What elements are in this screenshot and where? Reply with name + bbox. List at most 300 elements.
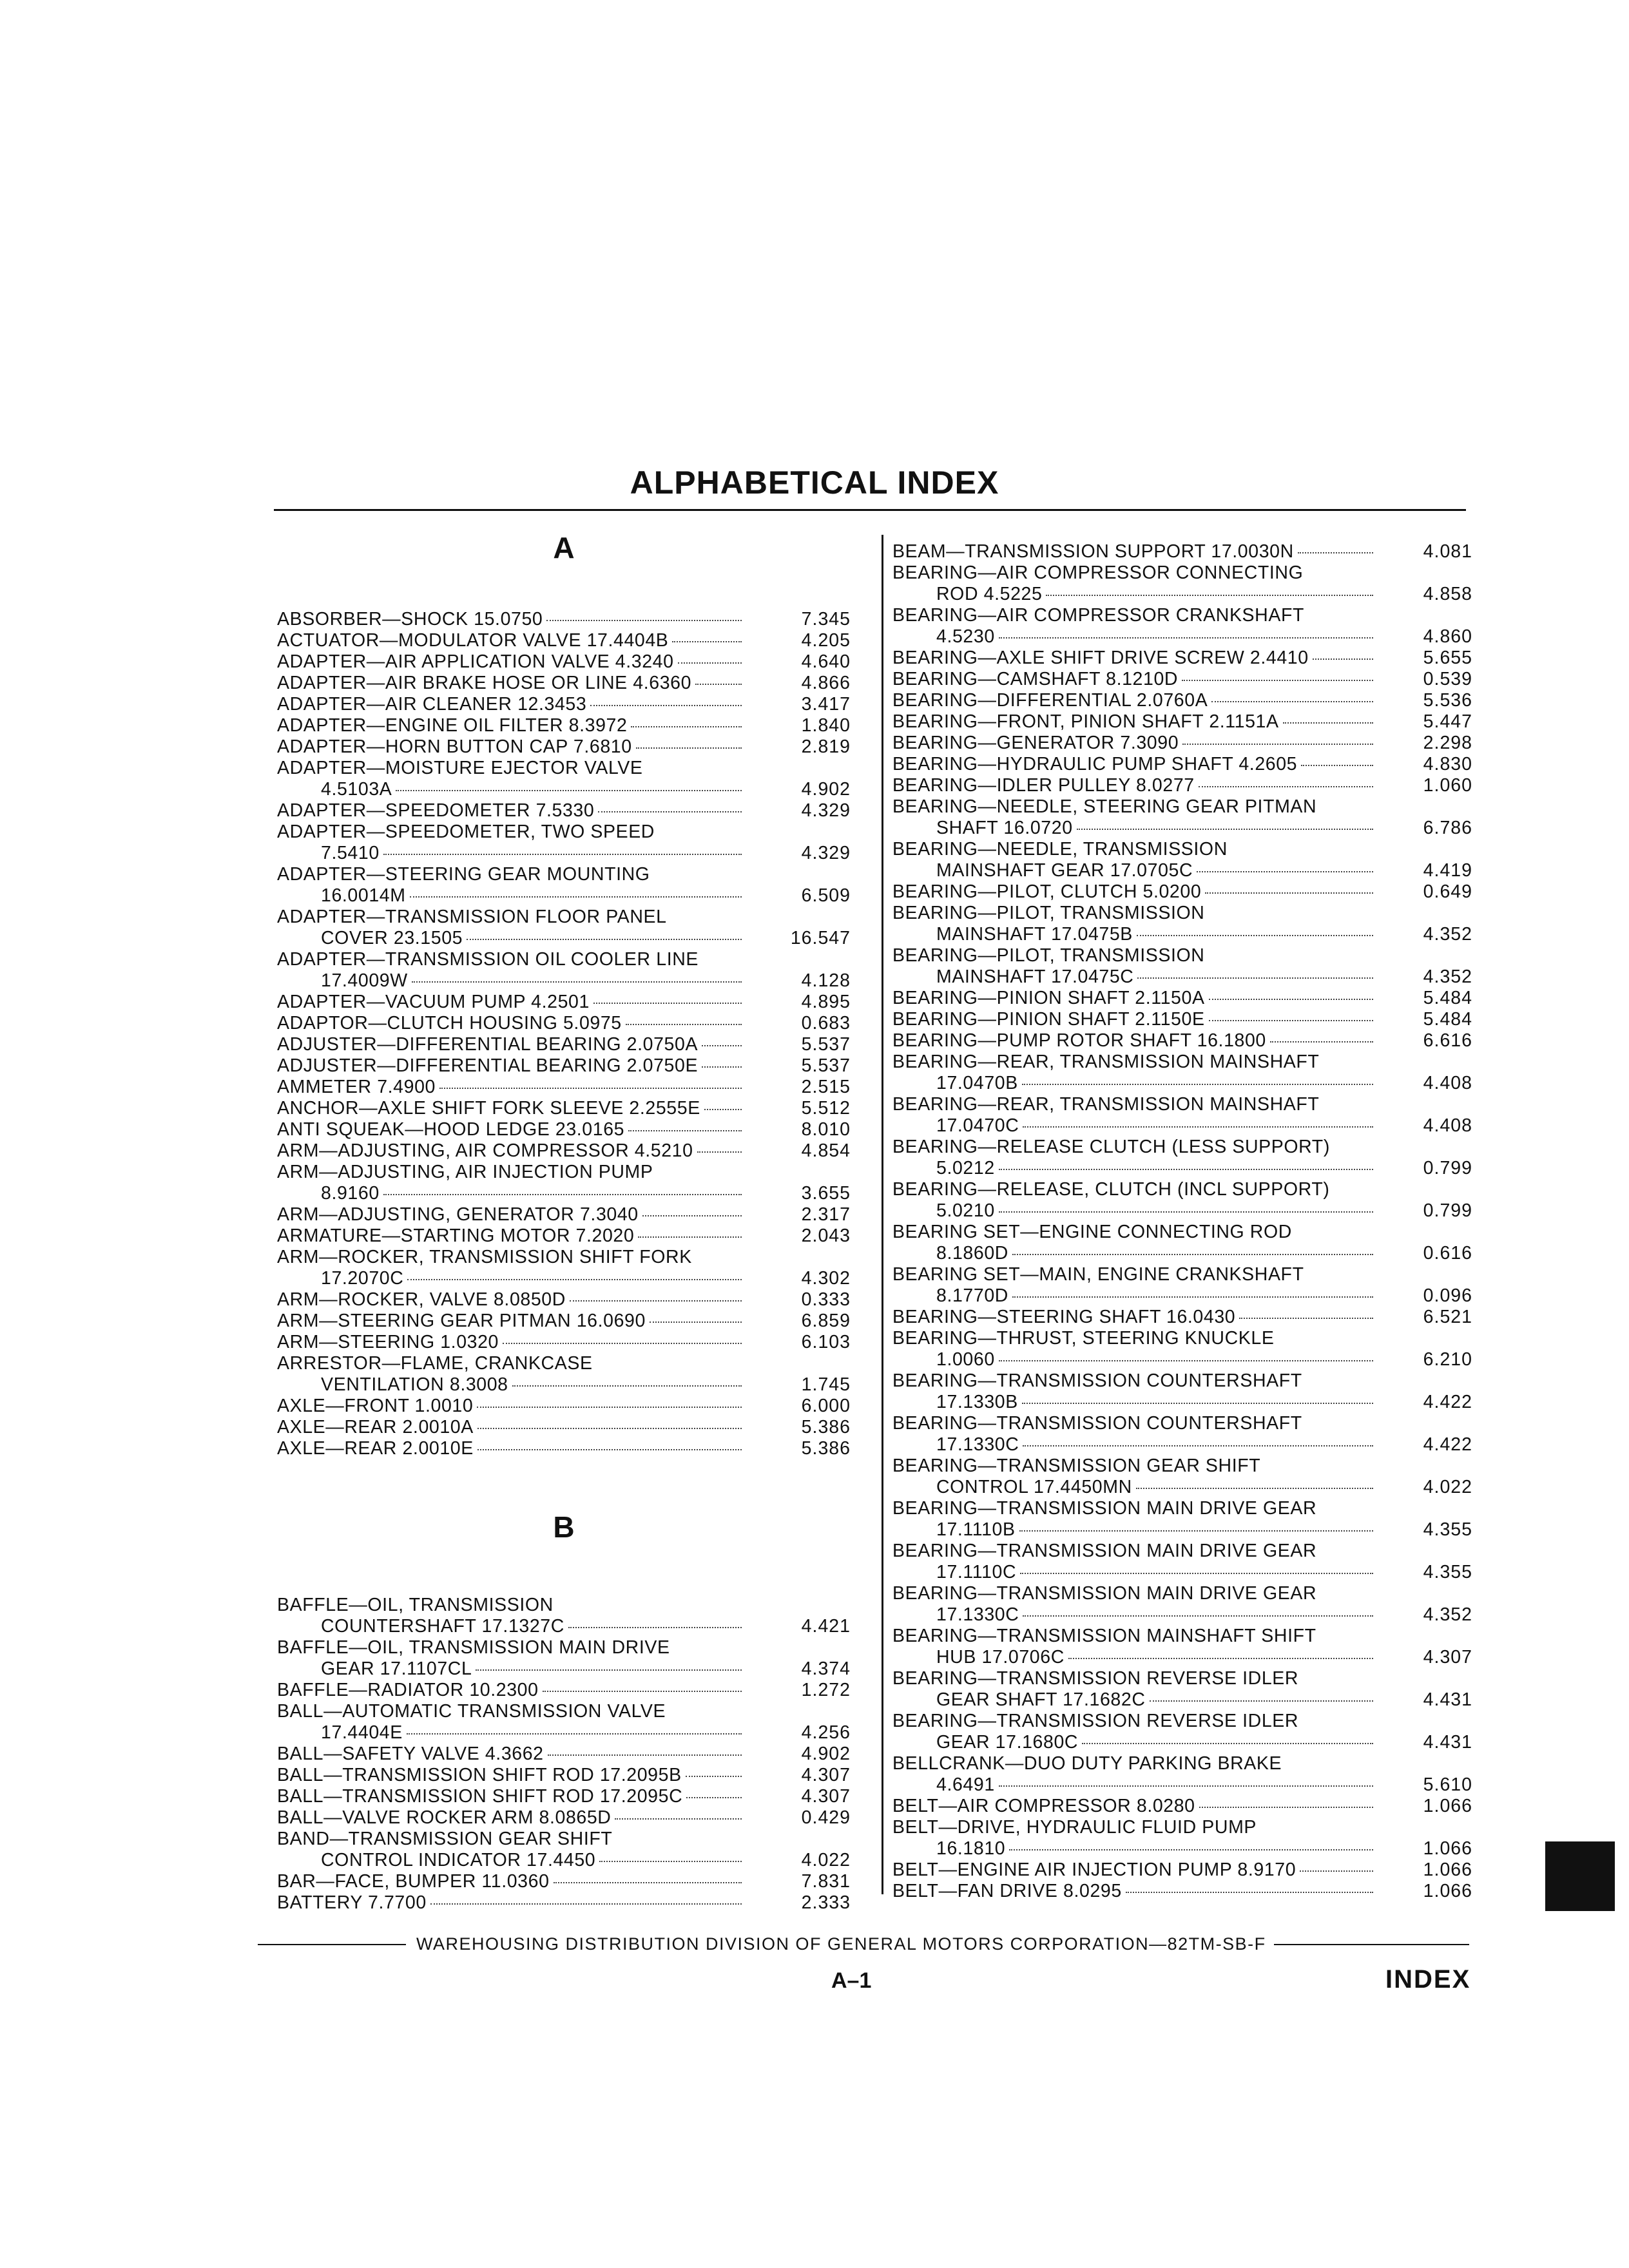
index-entry <box>892 1009 1472 1030</box>
entry-page-ref: 4.374 <box>801 1658 851 1679</box>
entry-text <box>277 673 744 694</box>
entry-line <box>277 736 744 758</box>
entry-text <box>892 1711 1376 1753</box>
entry-text <box>892 1094 1376 1137</box>
entry-line <box>892 1370 1376 1392</box>
entry-text <box>277 822 744 864</box>
entry-text <box>892 1222 1376 1264</box>
leader-dots <box>1300 1870 1373 1872</box>
entry-text <box>277 630 744 651</box>
entry-line-text: 17.1330C <box>936 1604 1019 1625</box>
entry-line <box>892 1115 1376 1137</box>
entry-text <box>277 1595 744 1637</box>
entry-line-text: ADJUSTER—DIFFERENTIAL BEARING 2.0750E <box>277 1055 699 1076</box>
entry-page-ref: 4.431 <box>1423 1732 1472 1753</box>
entry-text <box>277 1417 744 1438</box>
entry-line <box>892 966 1376 988</box>
entry-line <box>892 775 1376 796</box>
entry-page-ref: 4.081 <box>1423 541 1472 562</box>
entry-line-text: BEARING—TRANSMISSION MAIN DRIVE GEAR <box>892 1498 1317 1519</box>
entry-line <box>277 1892 744 1914</box>
entry-page-ref: 0.333 <box>801 1289 851 1310</box>
entry-line <box>892 605 1376 626</box>
index-entry <box>892 1753 1472 1796</box>
entry-line <box>892 796 1376 818</box>
leader-dots <box>593 1003 742 1004</box>
entry-line-text: 16.0014M <box>321 885 406 906</box>
entry-line-text: BALL—TRANSMISSION SHIFT ROD 17.2095B <box>277 1765 682 1785</box>
entry-page-ref: 4.307 <box>1423 1647 1472 1667</box>
entry-line-text: ABSORBER—SHOCK 15.0750 <box>277 609 543 629</box>
leader-dots <box>439 1088 742 1089</box>
entry-line-text: 8.9160 <box>321 1183 380 1204</box>
leader-dots <box>628 1130 742 1131</box>
entry-text <box>277 1765 744 1786</box>
entry-text <box>277 1034 744 1055</box>
entry-text <box>277 1247 744 1289</box>
entry-page-ref: 6.521 <box>1423 1307 1472 1327</box>
entry-text <box>892 1668 1376 1711</box>
entry-text <box>277 1162 744 1204</box>
entry-line <box>892 1477 1376 1498</box>
entry-line-text: MAINSHAFT 17.0475C <box>936 966 1134 987</box>
entry-line <box>892 1073 1376 1094</box>
entry-page-ref: 0.539 <box>1423 669 1472 689</box>
entry-page-ref: 2.819 <box>801 736 851 757</box>
index-entry <box>277 651 851 673</box>
entry-text <box>892 796 1376 839</box>
entry-line <box>277 1332 744 1353</box>
entry-line-text: BEARING—STEERING SHAFT 16.0430 <box>892 1307 1236 1327</box>
entry-line-text: BAFFLE—OIL, TRANSMISSION <box>277 1595 554 1615</box>
entry-line-text: BEARING SET—ENGINE CONNECTING ROD <box>892 1222 1292 1242</box>
entry-page-ref: 6.103 <box>801 1332 851 1352</box>
index-entry <box>892 1498 1472 1541</box>
entry-line <box>892 669 1376 690</box>
entry-line <box>277 1183 744 1204</box>
entry-line <box>892 1860 1376 1881</box>
leader-dots <box>636 747 742 749</box>
leader-dots <box>631 726 742 727</box>
entry-line-text: ADAPTER—SPEEDOMETER, TWO SPEED <box>277 822 655 842</box>
leader-dots <box>554 1882 742 1883</box>
entry-text <box>277 1289 744 1311</box>
entry-line <box>892 1753 1376 1774</box>
entry-line <box>277 779 744 800</box>
leader-dots <box>467 939 742 940</box>
entry-line-text: ARM—ADJUSTING, GENERATOR 7.3040 <box>277 1204 639 1225</box>
entry-page-ref: 1.060 <box>1423 775 1472 796</box>
entry-line <box>892 1689 1376 1711</box>
index-entry <box>892 733 1472 754</box>
right-column <box>892 541 1472 1902</box>
entry-text <box>277 1786 744 1807</box>
page-title: ALPHABETICAL INDEX <box>630 465 999 501</box>
index-entry <box>892 541 1472 562</box>
entry-line <box>277 1162 744 1183</box>
entry-page-ref: 2.298 <box>1423 733 1472 753</box>
leader-dots <box>702 1066 742 1068</box>
entry-line <box>277 1225 744 1247</box>
entry-line <box>277 1119 744 1140</box>
leader-dots <box>1209 1020 1373 1021</box>
entry-line-text: BEARING—PUMP ROTOR SHAFT 16.1800 <box>892 1030 1266 1051</box>
entry-text <box>892 1796 1376 1817</box>
entry-line <box>277 1013 744 1034</box>
entry-text <box>892 1137 1376 1179</box>
leader-dots <box>1012 1254 1373 1255</box>
entry-page-ref: 4.256 <box>801 1722 851 1743</box>
entry-line-text: BEARING SET—MAIN, ENGINE CRANKSHAFT <box>892 1264 1304 1285</box>
leader-dots <box>1199 786 1373 787</box>
entry-text <box>277 651 744 673</box>
entry-line <box>277 1289 744 1311</box>
index-entry <box>277 1098 851 1119</box>
entry-line-text: BEARING—AXLE SHIFT DRIVE SCREW 2.4410 <box>892 648 1309 668</box>
entry-line-text: 17.0470C <box>936 1115 1019 1136</box>
leader-dots <box>599 1861 742 1862</box>
leader-dots <box>678 662 742 664</box>
entry-page-ref: 7.345 <box>801 609 851 629</box>
entry-line <box>892 1881 1376 1902</box>
entry-page-ref: 4.352 <box>1423 966 1472 987</box>
entry-text <box>892 1009 1376 1030</box>
entry-page-ref: 6.786 <box>1423 818 1472 838</box>
entry-line-text: BEARING—HYDRAULIC PUMP SHAFT 4.2605 <box>892 754 1298 774</box>
leader-dots <box>1082 1743 1373 1744</box>
entry-page-ref: 0.616 <box>1423 1243 1472 1264</box>
index-entry <box>892 1796 1472 1817</box>
entry-line <box>892 1349 1376 1370</box>
entry-line-text: ARM—STEERING GEAR PITMAN 16.0690 <box>277 1311 646 1331</box>
entry-page-ref: 3.655 <box>801 1183 851 1204</box>
leader-dots <box>548 1754 742 1756</box>
entry-line <box>277 1034 744 1055</box>
leader-dots <box>1019 1530 1373 1532</box>
entry-line <box>277 1658 744 1680</box>
entry-line-text: MAINSHAFT GEAR 17.0705C <box>936 860 1193 881</box>
entry-page-ref: 4.205 <box>801 630 851 651</box>
entry-page-ref: 4.022 <box>801 1850 851 1870</box>
entry-text <box>892 1307 1376 1328</box>
leader-dots <box>1022 1084 1373 1085</box>
index-entry <box>892 1881 1472 1902</box>
leader-dots <box>1012 1296 1373 1298</box>
entry-text <box>277 609 744 630</box>
entry-line <box>892 945 1376 966</box>
entry-line <box>277 1765 744 1786</box>
entry-text <box>277 1701 744 1744</box>
entry-line-text: ROD 4.5225 <box>936 584 1043 604</box>
index-entry <box>892 648 1472 669</box>
leader-dots <box>1270 1041 1373 1043</box>
leader-dots <box>999 637 1373 639</box>
entry-line-text: CONTROL 17.4450MN <box>936 1477 1132 1497</box>
entry-page-ref: 1.745 <box>801 1374 851 1395</box>
entry-text <box>892 839 1376 881</box>
index-entry <box>277 1034 851 1055</box>
index-entry <box>892 1668 1472 1711</box>
entry-line-text: ADAPTER—VACUUM PUMP 4.2501 <box>277 992 590 1012</box>
entry-line <box>892 1519 1376 1541</box>
leader-dots <box>568 1627 742 1628</box>
index-entry <box>892 945 1472 988</box>
entry-line-text: ADAPTER—AIR APPLICATION VALVE 4.3240 <box>277 651 674 672</box>
entry-page-ref: 2.515 <box>801 1077 851 1097</box>
entry-line <box>277 651 744 673</box>
index-entry <box>892 1179 1472 1222</box>
entry-line-text: VENTILATION 8.3008 <box>321 1374 508 1395</box>
entry-text <box>892 1413 1376 1456</box>
index-entry <box>892 1583 1472 1626</box>
entry-text <box>892 881 1376 903</box>
entry-page-ref: 2.333 <box>801 1892 851 1913</box>
entry-line-text: BEARING—TRANSMISSION MAIN DRIVE GEAR <box>892 1583 1317 1604</box>
entry-text <box>892 1817 1376 1860</box>
entry-line-text: BAR—FACE, BUMPER 11.0360 <box>277 1871 550 1892</box>
entry-text <box>892 945 1376 988</box>
entry-text <box>277 694 744 715</box>
entry-line <box>277 1268 744 1289</box>
entry-page-ref: 0.649 <box>1423 881 1472 902</box>
entry-text <box>277 1807 744 1829</box>
entry-text <box>892 690 1376 711</box>
leader-dots <box>383 854 742 855</box>
entry-page-ref: 0.799 <box>1423 1200 1472 1221</box>
leader-dots <box>1020 1573 1373 1574</box>
footer-text: WAREHOUSING DISTRIBUTION DIVISION OF GENERAL MOTORS CORPORATION—82TM-SB-F <box>416 1934 1266 1954</box>
leader-dots <box>695 684 742 685</box>
entry-line-text: GEAR SHAFT 17.1682C <box>936 1689 1146 1710</box>
leader-dots <box>1137 935 1373 936</box>
entry-line-text: BEARING—PILOT, TRANSMISSION <box>892 903 1205 923</box>
entry-line <box>892 1009 1376 1030</box>
entry-page-ref: 5.537 <box>801 1055 851 1076</box>
entry-line <box>277 1637 744 1658</box>
entry-line-text: BALL—AUTOMATIC TRANSMISSION VALVE <box>277 1701 666 1722</box>
entry-list <box>277 1595 851 1914</box>
entry-text <box>892 1052 1376 1094</box>
entry-line <box>892 1307 1376 1328</box>
leader-dots <box>503 1343 742 1344</box>
leader-dots <box>1137 977 1373 979</box>
leader-dots <box>1023 1126 1373 1128</box>
entry-line-text: BELT—FAN DRIVE 8.0295 <box>892 1881 1122 1901</box>
entry-page-ref: 5.655 <box>1423 648 1472 668</box>
leader-dots <box>638 1236 742 1238</box>
entry-line-text: BEARING—TRANSMISSION MAINSHAFT SHIFT <box>892 1626 1316 1646</box>
index-entry <box>277 822 851 864</box>
entry-line <box>892 1222 1376 1243</box>
entry-page-ref: 4.860 <box>1423 626 1472 647</box>
leader-dots <box>686 1797 742 1798</box>
entry-page-ref: 2.043 <box>801 1225 851 1246</box>
entry-line <box>892 1264 1376 1285</box>
entry-page-ref: 4.854 <box>801 1140 851 1161</box>
index-entry <box>892 1094 1472 1137</box>
entry-line-text: BAFFLE—RADIATOR 10.2300 <box>277 1680 539 1700</box>
entry-line-text: ANCHOR—AXLE SHIFT FORK SLEEVE 2.2555E <box>277 1098 700 1119</box>
entry-line <box>892 860 1376 881</box>
entry-line-text: 17.1330C <box>936 1434 1019 1455</box>
entry-line <box>892 818 1376 839</box>
entry-text <box>892 1583 1376 1626</box>
index-entry <box>277 1396 851 1417</box>
entry-line-text: BEARING—AIR COMPRESSOR CONNECTING <box>892 562 1304 583</box>
leader-dots <box>383 1194 742 1195</box>
index-entry <box>892 796 1472 839</box>
entry-line <box>277 1616 744 1637</box>
entry-line-text: BEARING—FRONT, PINION SHAFT 2.1151A <box>892 711 1279 732</box>
entry-text <box>277 758 744 800</box>
entry-line <box>892 1604 1376 1626</box>
entry-line <box>892 1030 1376 1052</box>
entry-line-text: HUB 17.0706C <box>936 1647 1065 1667</box>
leader-dots <box>1197 871 1373 872</box>
entry-page-ref: 1.272 <box>801 1680 851 1700</box>
entry-line-text: AXLE—FRONT 1.0010 <box>277 1396 474 1416</box>
entry-page-ref: 0.429 <box>801 1807 851 1828</box>
index-entry <box>277 1438 851 1459</box>
entry-page-ref: 5.536 <box>1423 690 1472 711</box>
index-entry <box>892 1328 1472 1370</box>
leader-dots <box>1068 1658 1373 1659</box>
index-entry <box>892 1030 1472 1052</box>
index-entry <box>277 1680 851 1701</box>
page-number: A–1 <box>831 1968 872 1993</box>
entry-line-text: ADAPTER—AIR CLEANER 12.3453 <box>277 694 587 715</box>
index-entry <box>277 609 851 630</box>
leader-dots <box>396 790 742 791</box>
index-entry <box>277 1701 851 1744</box>
entry-line-text: ADAPTER—TRANSMISSION FLOOR PANEL <box>277 907 667 927</box>
leader-dots <box>410 896 742 898</box>
entry-text <box>277 949 744 992</box>
entry-line <box>277 694 744 715</box>
entry-line-text: 16.1810 <box>936 1838 1006 1859</box>
entry-page-ref: 4.858 <box>1423 584 1472 604</box>
entry-line-text: 8.1860D <box>936 1243 1008 1264</box>
entry-text <box>277 1225 744 1247</box>
leader-dots <box>999 1169 1373 1170</box>
leader-dots <box>570 1300 742 1302</box>
index-entry <box>892 1307 1472 1328</box>
entry-line <box>892 1179 1376 1200</box>
entry-page-ref: 4.422 <box>1423 1392 1472 1412</box>
index-entry <box>277 800 851 822</box>
entry-line <box>892 1413 1376 1434</box>
entry-line <box>277 1374 744 1396</box>
entry-text <box>277 1829 744 1871</box>
entry-page-ref: 4.408 <box>1423 1073 1472 1093</box>
entry-page-ref: 1.066 <box>1423 1860 1472 1880</box>
entry-line-text: BEARING—CAMSHAFT 8.1210D <box>892 669 1179 689</box>
leader-dots <box>1136 1488 1373 1489</box>
entry-line <box>892 1137 1376 1158</box>
index-entry <box>892 903 1472 945</box>
entry-text <box>892 1860 1376 1881</box>
entry-line <box>277 1353 744 1374</box>
entry-line <box>277 1396 744 1417</box>
entry-text <box>277 800 744 822</box>
entry-line-text: 17.0470B <box>936 1073 1018 1093</box>
entry-line-text: BELLCRANK—DUO DUTY PARKING BRAKE <box>892 1753 1282 1774</box>
entry-text <box>277 1119 744 1140</box>
entry-line <box>277 1829 744 1850</box>
entry-page-ref: 5.386 <box>801 1438 851 1459</box>
entry-text <box>277 1140 744 1162</box>
entry-line-text: BEARING—RELEASE CLUTCH (LESS SUPPORT) <box>892 1137 1330 1157</box>
entry-line-text: 17.2070C <box>321 1268 404 1289</box>
entry-line-text: ARM—STEERING 1.0320 <box>277 1332 499 1352</box>
entry-line <box>892 1796 1376 1817</box>
entry-page-ref: 6.000 <box>801 1396 851 1416</box>
entry-page-ref: 4.866 <box>801 673 851 693</box>
entry-text <box>892 669 1376 690</box>
entry-line-text: ADAPTOR—CLUTCH HOUSING 5.0975 <box>277 1013 622 1033</box>
index-entry <box>277 1204 851 1225</box>
entry-line <box>892 924 1376 945</box>
entry-line-text: MAINSHAFT 17.0475B <box>936 924 1133 945</box>
entry-line-text: ANTI SQUEAK—HOOD LEDGE 23.0165 <box>277 1119 625 1140</box>
leader-dots <box>1211 701 1373 702</box>
entry-text <box>277 1353 744 1396</box>
entry-line-text: BEARING—TRANSMISSION REVERSE IDLER <box>892 1668 1299 1689</box>
leader-dots <box>477 1407 742 1408</box>
entry-line <box>277 1850 744 1871</box>
entry-line-text: AXLE—REAR 2.0010A <box>277 1417 474 1437</box>
entry-page-ref: 1.066 <box>1423 1838 1472 1859</box>
entry-line <box>277 715 744 736</box>
index-entry <box>892 839 1472 881</box>
entry-page-ref: 2.317 <box>801 1204 851 1225</box>
entry-line <box>892 1732 1376 1753</box>
index-entry <box>277 673 851 694</box>
entry-text <box>892 1881 1376 1902</box>
entry-text <box>892 754 1376 775</box>
entry-line <box>277 992 744 1013</box>
entry-line-text: ADAPTER—TRANSMISSION OIL COOLER LINE <box>277 949 699 970</box>
entry-text <box>892 1626 1376 1668</box>
entry-line <box>892 1774 1376 1796</box>
left-column <box>277 525 851 1914</box>
leader-dots <box>1182 744 1373 745</box>
index-entry <box>277 907 851 949</box>
entry-line-text: BEARING—REAR, TRANSMISSION MAINSHAFT <box>892 1094 1320 1115</box>
leader-dots <box>546 620 742 621</box>
entry-text <box>892 1498 1376 1541</box>
index-entry <box>277 1332 851 1353</box>
entry-line-text: ADAPTER—ENGINE OIL FILTER 8.3972 <box>277 715 628 736</box>
leader-dots <box>476 1669 742 1671</box>
entry-line <box>892 648 1376 669</box>
leader-dots <box>1298 552 1373 553</box>
entry-line <box>277 1744 744 1765</box>
entry-line <box>277 864 744 885</box>
entry-line-text: ADAPTER—AIR BRAKE HOSE OR LINE 4.6360 <box>277 673 692 693</box>
entry-line <box>277 1595 744 1616</box>
entry-line <box>892 881 1376 903</box>
entry-line <box>277 1204 744 1225</box>
leader-dots <box>999 1785 1373 1787</box>
entry-line <box>892 1328 1376 1349</box>
entry-line <box>892 1583 1376 1604</box>
index-entry <box>277 992 851 1013</box>
index-entry <box>277 1807 851 1829</box>
entry-text <box>277 992 744 1013</box>
entry-line-text: ADAPTER—STEERING GEAR MOUNTING <box>277 864 650 885</box>
entry-text <box>892 711 1376 733</box>
